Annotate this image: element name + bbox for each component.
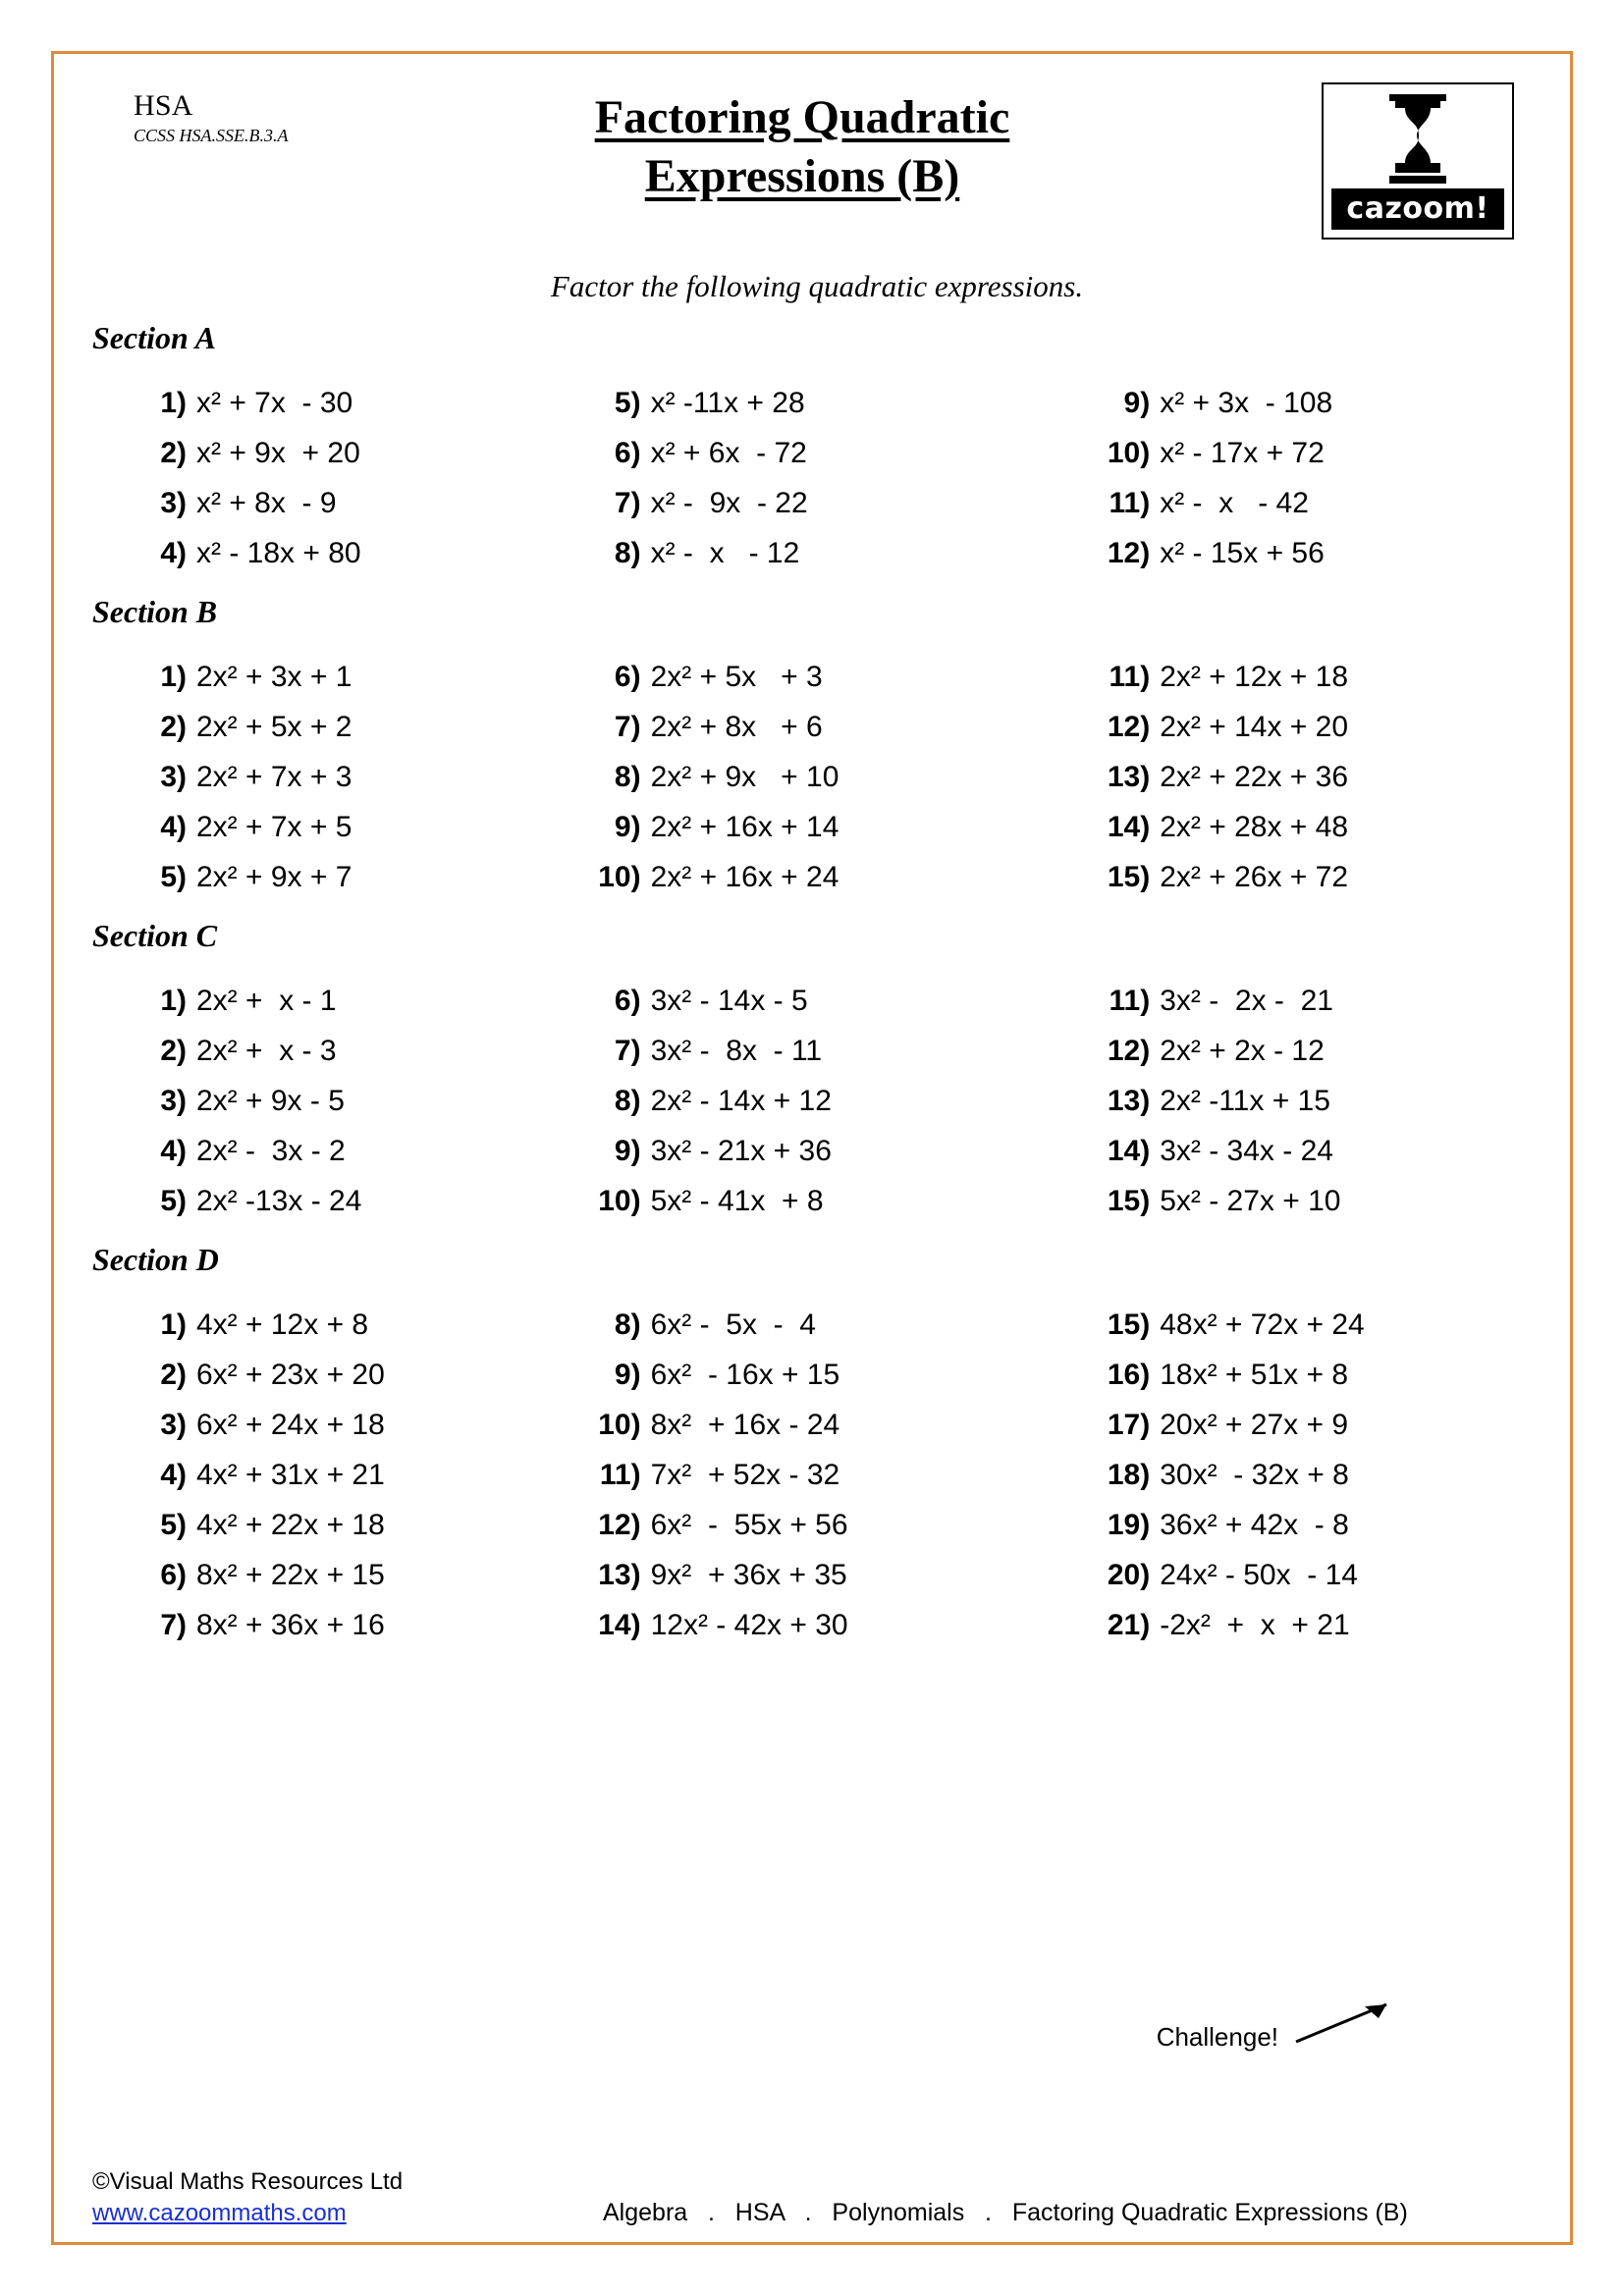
question-text: x² - 15x + 56 (1160, 537, 1325, 569)
question-text: 6x² - 55x + 56 (650, 1509, 848, 1541)
question-number: 14) (598, 1609, 641, 1641)
question-item (590, 1500, 1053, 1550)
question-text: x² + 8x - 9 (196, 487, 337, 519)
question-text: 4x² + 12x + 8 (196, 1308, 369, 1341)
question-text: 6x² - 16x + 15 (650, 1359, 840, 1391)
standard-code-sub: CCSS HSA.SSE.B.3.A (134, 126, 289, 145)
question-text: 48x² + 72x + 24 (1160, 1308, 1365, 1341)
question-text: x² -11x + 28 (650, 387, 805, 419)
question-text: 2x² + 12x + 18 (1160, 661, 1349, 693)
section-a-column-1 (92, 378, 572, 578)
question-text: 2x² + 2x - 12 (1160, 1035, 1325, 1067)
section-b-title: Section B (92, 594, 218, 629)
question-text: 2x² + x - 3 (196, 1035, 337, 1067)
question-text: 8x² + 36x + 16 (196, 1609, 385, 1641)
question-number: 12) (1107, 1035, 1151, 1067)
question-number: 4) (160, 537, 187, 569)
question-number: 11) (1109, 985, 1151, 1017)
question-number: 17) (1107, 1409, 1151, 1441)
question-number: 11) (1109, 487, 1151, 519)
question-item (1099, 852, 1532, 902)
question-item (590, 1126, 1053, 1176)
question-text: x² - 9x - 22 (650, 487, 808, 519)
question-number: 12) (598, 1509, 641, 1541)
question-number: 9) (614, 1135, 641, 1167)
question-text: 7x² + 52x - 32 (650, 1459, 840, 1491)
question-text: 2x² + 8x + 6 (650, 711, 823, 743)
question-number: 8) (614, 537, 641, 569)
question-text: 2x² + 7x + 5 (196, 811, 352, 843)
section-c (92, 918, 1532, 1226)
question-number: 18) (1107, 1459, 1151, 1491)
question-item (135, 1176, 572, 1226)
website-link[interactable]: www.cazoommaths.com (92, 2200, 347, 2226)
question-item (590, 1550, 1053, 1600)
question-item (135, 378, 572, 428)
question-number: 19) (1107, 1509, 1151, 1541)
question-item (1099, 1450, 1532, 1500)
cazoom-logo (1322, 82, 1514, 240)
question-item (590, 1450, 1053, 1500)
question-text: 8x² + 22x + 15 (196, 1559, 385, 1591)
question-text: 5x² - 41x + 8 (650, 1185, 824, 1217)
question-number: 3) (160, 1409, 187, 1441)
question-item (1099, 1076, 1532, 1126)
question-item (135, 1300, 572, 1350)
question-item (590, 752, 1053, 802)
question-item (590, 378, 1053, 428)
question-number: 6) (160, 1559, 187, 1591)
question-item (590, 478, 1053, 528)
question-number: 12) (1107, 711, 1151, 743)
question-number: 9) (614, 811, 641, 843)
question-text: 2x² + 26x + 72 (1160, 861, 1349, 893)
question-number: 6) (614, 437, 641, 469)
question-item (1099, 478, 1532, 528)
question-item (1099, 528, 1532, 578)
question-text: x² + 7x - 30 (196, 387, 353, 419)
section-d-title: Section D (92, 1242, 219, 1277)
question-item (135, 1450, 572, 1500)
question-item (590, 1600, 1053, 1650)
standard-code (134, 90, 289, 147)
question-number: 4) (160, 811, 187, 843)
section-a-column-2 (572, 378, 1053, 578)
section-d (92, 1242, 1532, 1650)
question-item (1099, 702, 1532, 752)
page-header (92, 77, 1532, 263)
section-d-column-1 (92, 1300, 572, 1650)
question-item (135, 652, 572, 702)
question-number: 2) (160, 437, 187, 469)
question-number: 8) (614, 1308, 641, 1341)
question-text: 4x² + 31x + 21 (196, 1459, 385, 1491)
question-item (590, 1176, 1053, 1226)
section-d-column-2 (572, 1300, 1053, 1650)
question-text: 2x² + 9x + 7 (196, 861, 352, 893)
question-text: 24x² - 50x - 14 (1160, 1559, 1358, 1591)
question-number: 5) (160, 861, 187, 893)
question-number: 3) (160, 761, 187, 793)
question-item (1099, 1176, 1532, 1226)
question-number: 21) (1107, 1609, 1151, 1641)
question-item (1099, 976, 1532, 1026)
question-item (135, 1026, 572, 1076)
question-number: 7) (614, 1035, 641, 1067)
copyright-text: ©Visual Maths Resources Ltd (92, 2168, 404, 2195)
question-item (135, 852, 572, 902)
question-number: 2) (160, 1359, 187, 1391)
footer-breadcrumb: Algebra . HSA . Polynomials . Factoring Quadratic Expressions (B) (603, 2199, 1408, 2226)
question-text: 3x² - 8x - 11 (650, 1035, 823, 1067)
question-text: x² - 17x + 72 (1160, 437, 1325, 469)
question-number: 6) (614, 661, 641, 693)
question-number: 5) (614, 387, 641, 419)
question-number: 12) (1107, 537, 1151, 569)
challenge-note (1157, 2022, 1278, 2053)
section-c-title: Section C (92, 918, 218, 953)
question-number: 1) (160, 387, 187, 419)
question-text: 6x² + 23x + 20 (196, 1359, 385, 1391)
question-item (590, 652, 1053, 702)
question-item (1099, 378, 1532, 428)
question-text: 4x² + 22x + 18 (196, 1509, 385, 1541)
section-c-column-3 (1052, 976, 1532, 1226)
question-number: 13) (598, 1559, 641, 1591)
question-number: 4) (160, 1135, 187, 1167)
question-item (590, 1300, 1053, 1350)
section-b-column-3 (1052, 652, 1532, 902)
question-number: 3) (160, 1085, 187, 1117)
question-item (135, 1350, 572, 1400)
question-item (590, 802, 1053, 852)
question-item (590, 1076, 1053, 1126)
question-text: x² + 3x - 108 (1160, 387, 1333, 419)
question-text: 5x² - 27x + 10 (1160, 1185, 1341, 1217)
arrow-icon (1292, 1997, 1400, 2048)
question-item (590, 1026, 1053, 1076)
question-number: 1) (160, 1308, 187, 1341)
question-item (590, 1350, 1053, 1400)
question-number: 8) (614, 761, 641, 793)
section-b-column-2 (572, 652, 1053, 902)
question-item (135, 1600, 572, 1650)
question-number: 1) (160, 985, 187, 1017)
question-number: 4) (160, 1459, 187, 1491)
question-item (590, 852, 1053, 902)
question-item (590, 976, 1053, 1026)
question-text: 2x² + x - 1 (196, 985, 337, 1017)
question-number: 1) (160, 661, 187, 693)
question-text: 2x² -13x - 24 (196, 1185, 362, 1217)
logo-figure-icon (1331, 92, 1504, 185)
question-item (1099, 1026, 1532, 1076)
question-number: 7) (614, 711, 641, 743)
question-item (1099, 1550, 1532, 1600)
question-number: 10) (598, 1409, 641, 1441)
question-number: 8) (614, 1085, 641, 1117)
question-item (1099, 752, 1532, 802)
section-b-columns (92, 652, 1532, 902)
question-text: 12x² - 42x + 30 (650, 1609, 848, 1641)
question-item (590, 528, 1053, 578)
question-number: 6) (614, 985, 641, 1017)
section-a-title: Section A (92, 320, 216, 355)
question-number: 2) (160, 1035, 187, 1067)
question-item (135, 752, 572, 802)
question-item (135, 1400, 572, 1450)
question-item (135, 528, 572, 578)
question-text: x² - x - 42 (1160, 487, 1309, 519)
question-number: 15) (1107, 1308, 1151, 1341)
question-text: 2x² + 14x + 20 (1160, 711, 1349, 743)
question-text: 3x² - 2x - 21 (1160, 985, 1333, 1017)
question-item (135, 702, 572, 752)
question-text: 20x² + 27x + 9 (1160, 1409, 1349, 1441)
section-a-column-3 (1052, 378, 1532, 578)
question-text: 2x² + 3x + 1 (196, 661, 352, 693)
question-item (590, 428, 1053, 478)
question-text: x² + 9x + 20 (196, 437, 360, 469)
question-item (1099, 1126, 1532, 1176)
question-number: 9) (1123, 387, 1151, 419)
page-title-line2: Expressions (B) (644, 150, 960, 202)
instruction-text: Factor the following quadratic expressions. (550, 269, 1084, 303)
section-d-column-3 (1052, 1300, 1532, 1650)
question-number: 7) (614, 487, 641, 519)
question-text: 30x² - 32x + 8 (1160, 1459, 1349, 1491)
question-text: 3x² - 34x - 24 (1160, 1135, 1333, 1167)
question-item (590, 702, 1053, 752)
question-text: 18x² + 51x + 8 (1160, 1359, 1349, 1391)
section-a (92, 320, 1532, 578)
question-number: 11) (599, 1459, 641, 1491)
question-item (1099, 1500, 1532, 1550)
question-item (1099, 1300, 1532, 1350)
question-text: 2x² + 16x + 14 (650, 811, 839, 843)
question-number: 15) (1107, 1185, 1151, 1217)
question-text: 2x² - 14x + 12 (650, 1085, 832, 1117)
question-text: 2x² + 5x + 3 (650, 661, 823, 693)
page-title (387, 88, 1218, 206)
page-title-line1: Factoring Quadratic (594, 91, 1010, 143)
question-item (135, 428, 572, 478)
question-number: 7) (160, 1609, 187, 1641)
question-number: 14) (1107, 811, 1151, 843)
question-text: 9x² + 36x + 35 (650, 1559, 847, 1591)
question-text: 36x² + 42x - 8 (1160, 1509, 1349, 1541)
question-number: 13) (1107, 1085, 1151, 1117)
question-number: 11) (1109, 661, 1151, 693)
question-item (1099, 652, 1532, 702)
question-text: 2x² + 28x + 48 (1160, 811, 1349, 843)
question-text: 6x² + 24x + 18 (196, 1409, 385, 1441)
question-item (1099, 1400, 1532, 1450)
question-item (135, 802, 572, 852)
question-number: 3) (160, 487, 187, 519)
question-text: 6x² - 5x - 4 (650, 1308, 816, 1341)
question-text: 2x² + 9x - 5 (196, 1085, 345, 1117)
standard-code-main: HSA (134, 89, 193, 122)
question-item (1099, 1350, 1532, 1400)
question-item (135, 976, 572, 1026)
question-number: 5) (160, 1509, 187, 1541)
question-text: x² + 6x - 72 (650, 437, 807, 469)
question-number: 2) (160, 711, 187, 743)
question-text: 2x² + 9x + 10 (650, 761, 839, 793)
question-number: 9) (614, 1359, 641, 1391)
section-b (92, 594, 1532, 902)
question-number: 13) (1107, 761, 1151, 793)
question-text: 2x² + 5x + 2 (196, 711, 352, 743)
logo-wordmark: cazoom! (1331, 188, 1504, 230)
question-item (1099, 428, 1532, 478)
question-item (135, 478, 572, 528)
question-item (135, 1126, 572, 1176)
question-number: 10) (598, 1185, 641, 1217)
question-text: 2x² -11x + 15 (1160, 1085, 1330, 1117)
question-item (135, 1500, 572, 1550)
section-c-column-1 (92, 976, 572, 1226)
question-number: 14) (1107, 1135, 1151, 1167)
section-c-column-2 (572, 976, 1053, 1226)
section-b-column-1 (92, 652, 572, 902)
question-item (135, 1076, 572, 1126)
question-item (590, 1400, 1053, 1450)
question-text: 2x² + 7x + 3 (196, 761, 352, 793)
question-text: 2x² - 3x - 2 (196, 1135, 346, 1167)
page-content (51, 51, 1573, 2245)
question-number: 10) (1107, 437, 1151, 469)
section-c-columns (92, 976, 1532, 1226)
question-text: -2x² + x + 21 (1160, 1609, 1350, 1641)
question-text: 3x² - 14x - 5 (650, 985, 808, 1017)
section-d-columns (92, 1300, 1532, 1650)
question-text: x² - x - 12 (650, 537, 800, 569)
question-text: x² - 18x + 80 (196, 537, 361, 569)
question-number: 15) (1107, 861, 1151, 893)
question-number: 10) (598, 861, 641, 893)
challenge-label: Challenge! (1156, 2022, 1278, 2052)
question-text: 2x² + 22x + 36 (1160, 761, 1349, 793)
question-item (1099, 1600, 1532, 1650)
question-item (135, 1550, 572, 1600)
question-number: 16) (1107, 1359, 1151, 1391)
question-number: 20) (1107, 1559, 1151, 1591)
question-item (1099, 802, 1532, 852)
question-text: 8x² + 16x - 24 (650, 1409, 840, 1441)
footer-left (92, 2166, 403, 2229)
section-a-columns (92, 378, 1532, 578)
question-number: 5) (160, 1185, 187, 1217)
question-text: 2x² + 16x + 24 (650, 861, 839, 893)
question-text: 3x² - 21x + 36 (650, 1135, 832, 1167)
